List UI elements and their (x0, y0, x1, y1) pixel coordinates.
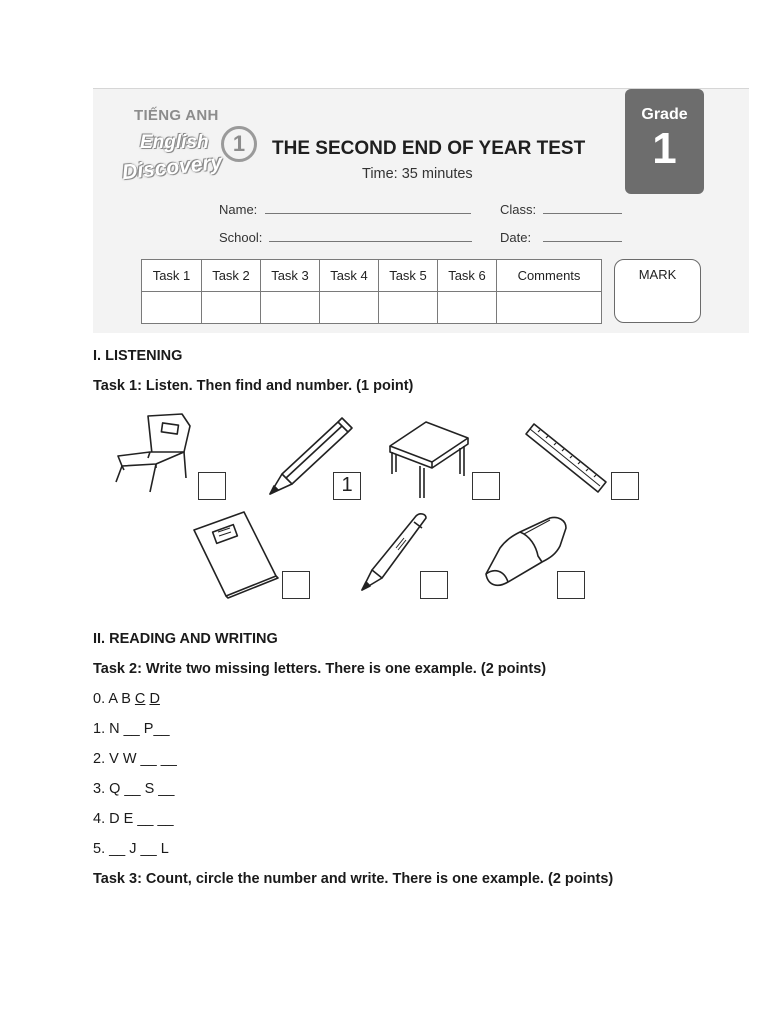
school-label: School: (219, 230, 263, 245)
answer-box-table[interactable] (472, 472, 500, 500)
task2-example-answer1: C (134, 691, 146, 707)
score-table (141, 259, 602, 324)
logo-line2: English (140, 132, 209, 153)
score-cell-task5[interactable] (379, 292, 438, 324)
score-value-row (142, 292, 602, 324)
score-cell-task4[interactable] (320, 292, 379, 324)
score-cell-task2[interactable] (202, 292, 261, 324)
score-cell-task3[interactable] (261, 292, 320, 324)
task2-item-4[interactable]: 4. D E __ __ (93, 811, 174, 827)
score-col-task2: Task 2 (202, 260, 261, 292)
section-listening-title: I. LISTENING (93, 348, 183, 364)
task2-title: Task 2: Write two missing letters. There is one example. (2 points) (93, 661, 547, 677)
class-field (500, 202, 536, 217)
logo-line1: TIẾNG ANH (134, 107, 219, 124)
score-header-row (142, 260, 602, 292)
test-time: Time: 35 minutes (362, 166, 473, 182)
ruler-icon (522, 420, 610, 496)
task2-example-prefix: 0. A B (93, 691, 135, 707)
task1-title: Task 1: Listen. Then find and number. (1 point) (93, 378, 414, 394)
answer-box-pencil[interactable]: 1 (333, 472, 361, 500)
score-col-task3: Task 3 (261, 260, 320, 292)
task2-item-5[interactable]: 5. __ J __ L (93, 841, 169, 857)
grade-number: 1 (652, 124, 677, 173)
task2-item-2[interactable]: 2. V W __ __ (93, 751, 177, 767)
name-label: Name: (219, 202, 258, 217)
score-col-task1: Task 1 (142, 260, 202, 292)
answer-box-chair[interactable] (198, 472, 226, 500)
logo-number: 1 (221, 126, 257, 162)
task2-item-1[interactable]: 1. N __ P__ (93, 721, 170, 737)
date-label: Date: (500, 230, 532, 245)
task2-item-3[interactable]: 3. Q __ S __ (93, 781, 175, 797)
score-col-task4: Task 4 (320, 260, 379, 292)
score-col-comments: Comments (497, 260, 602, 292)
answer-box-notebook[interactable] (282, 571, 310, 599)
date-field (500, 230, 531, 245)
answer-box-ruler[interactable] (611, 472, 639, 500)
score-col-task6: Task 6 (438, 260, 497, 292)
name-field (219, 202, 257, 217)
answer-box-pen[interactable] (420, 571, 448, 599)
english-discovery-logo (116, 104, 256, 186)
score-cell-task6[interactable] (438, 292, 497, 324)
page-title: THE SECOND END OF YEAR TEST (272, 138, 586, 159)
notebook-icon (190, 508, 282, 600)
score-cell-comments[interactable] (497, 292, 602, 324)
school-field (219, 230, 262, 245)
score-col-task5: Task 5 (379, 260, 438, 292)
answer-box-eraser[interactable] (557, 571, 585, 599)
table-icon (382, 418, 474, 500)
logo-line3: Discovery (121, 150, 224, 185)
class-label: Class: (500, 202, 537, 217)
mark-label: MARK (638, 267, 677, 282)
task2-example-answer2: D (149, 691, 160, 707)
grade-label: Grade (641, 106, 688, 123)
task2-example (93, 691, 160, 707)
task3-title: Task 3: Count, circle the number and write. There is one example. (2 points) (93, 871, 614, 887)
score-cell-task1[interactable] (142, 292, 202, 324)
mark-box[interactable] (614, 259, 701, 323)
section-reading-writing-title: II. READING AND WRITING (93, 631, 278, 647)
grade-badge (625, 89, 704, 194)
chair-icon (110, 408, 195, 494)
